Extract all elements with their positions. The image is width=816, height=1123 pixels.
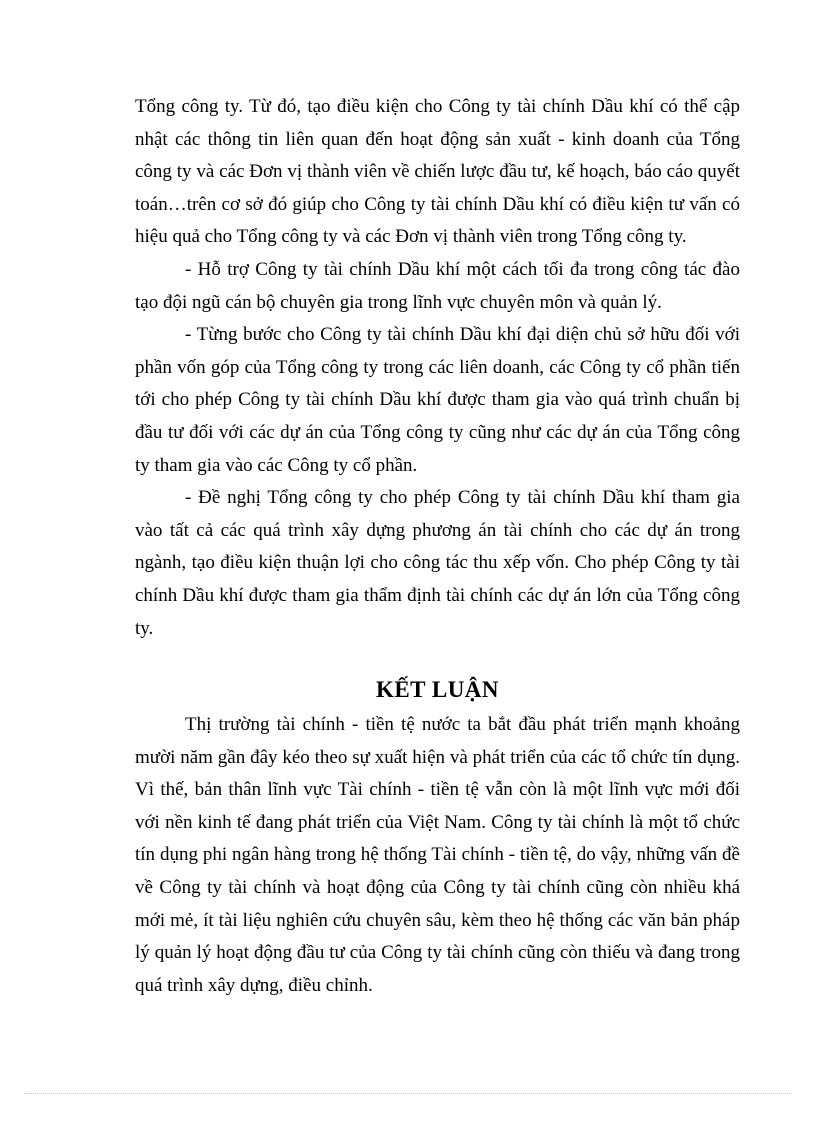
recommendation-item-financing: - Đề nghị Tổng công ty cho phép Công ty tài chính Dầu khí tham gia vào tất cả các quá trình xây dựng phương án tài chính cho các dự án trong ngành, tạo điều kiện thuận lợi cho công tác thu xếp vốn. Cho phép Công ty tài chính Dầu khí được tham gia thẩm định tài chính các dự án lớn của Tổng công ty.: [135, 487, 740, 639]
recommendation-item-ownership: - Từng bước cho Công ty tài chính Dầu khí đại diện chủ sở hữu đối với phần vốn góp của Tổng công ty trong các liên doanh, các Công ty cổ phần tiến tới cho phép Công ty tài chính Dầu khí được tham gia vào quá trình chuẩn bị đầu tư đối với các dự án của Tổng công ty cũng như các dự án của Tổng công ty tham gia vào các Công ty cổ phần.: [135, 324, 740, 476]
conclusion-paragraph: Thị trường tài chính - tiền tệ nước ta bắt đầu phát triển mạnh khoảng mười năm gần đây kéo theo sự xuất hiện và phát triển của các tổ chức tín dụng. Vì thế, bản thân lĩnh vực Tài chính - tiền tệ vẫn còn là một lĩnh vực mới đối với nền kinh tế đang phát triển của Việt Nam. Công ty tài chính là một tổ chức tín dụng phi ngân hàng trong hệ thống Tài chính - tiền tệ, do vậy, những vấn đề về Công ty tài chính và hoạt động của Công ty tài chính cũng còn nhiều khá mới mẻ, ít tài liệu nghiên cứu chuyên sâu, kèm theo hệ thống các văn bản pháp lý quản lý hoạt động đầu tư của Công ty tài chính cũng còn thiếu và đang trong quá trình xây dựng, điều chỉnh.: [135, 714, 740, 996]
paragraph-continuation: Tổng công ty. Từ đó, tạo điều kiện cho Công ty tài chính Dầu khí có thể cập nhật các thông tin liên quan đến hoạt động sản xuất - kinh doanh của Tổng công ty và các Đơn vị thành viên về chiến lược đầu tư, kế hoạch, báo cáo quyết toán…trên cơ sở đó giúp cho Công ty tài chính Dầu khí có điều kiện tư vấn có hiệu quả cho Tổng công ty và các Đơn vị thành viên trong Tổng công ty.: [135, 96, 740, 248]
conclusion-section: [135, 709, 740, 1002]
conclusion-heading: KẾT LUẬN: [375, 677, 500, 702]
page-bottom-divider: [24, 1093, 792, 1094]
recommendations-section: [135, 91, 740, 645]
recommendation-item-training: - Hỗ trợ Công ty tài chính Dầu khí một cách tối đa trong công tác đào tạo đội ngũ cán bộ chuyên gia trong lĩnh vực chuyên môn và quản lý.: [135, 258, 740, 313]
